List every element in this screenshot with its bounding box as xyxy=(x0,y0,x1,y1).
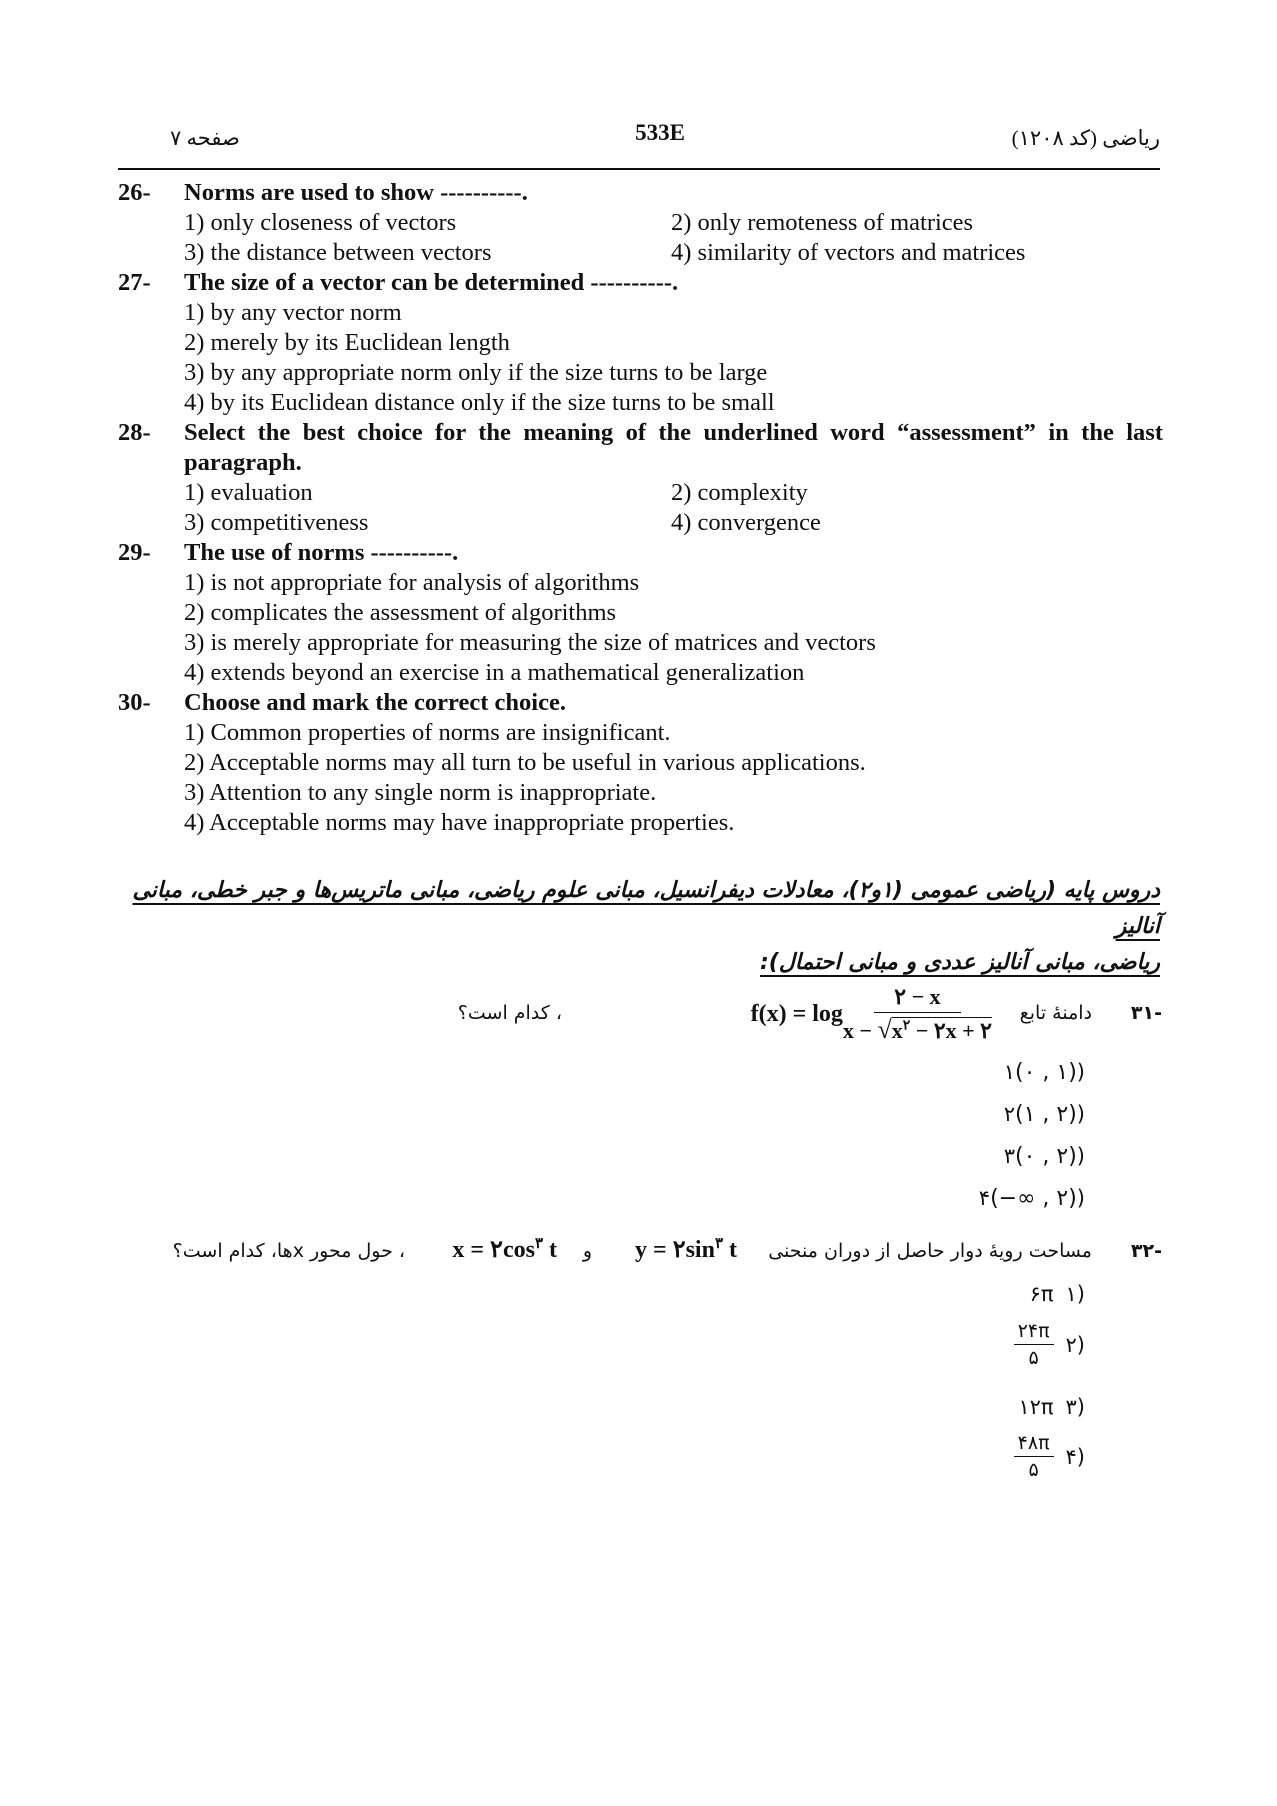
option-3[interactable]: 3) by any appropriate norm only if the size turns to be large xyxy=(184,359,768,386)
english-questions xyxy=(118,178,1163,838)
fraction-denominator xyxy=(843,1013,992,1045)
option-value: (۱ , ۲) xyxy=(1015,1102,1077,1127)
question-30 xyxy=(118,688,1163,838)
option-value: (−∞ , ۲) xyxy=(990,1186,1077,1211)
option-label: (۴ xyxy=(978,1186,1085,1210)
question-number: 29- xyxy=(118,539,151,566)
curve-y-expression xyxy=(635,1234,737,1264)
curve-x-power: ۳ xyxy=(534,1236,543,1252)
question-31 xyxy=(162,984,1162,1050)
option-row xyxy=(184,508,1163,538)
exam-code: 533E xyxy=(635,120,685,145)
curve-x-expression xyxy=(452,1234,557,1264)
option-4[interactable]: 4) by its Euclidean distance only if the size turns to be small xyxy=(184,389,775,416)
option-label: (۱ xyxy=(1065,1282,1085,1306)
question-text-after: ، حول محور xها، کدام است؟ xyxy=(172,1240,405,1262)
fraction-numerator: ۲۴π xyxy=(1014,1320,1054,1345)
option-value: (۰ , ۱) xyxy=(1015,1060,1077,1085)
question-stem: The use of norms ----------. xyxy=(184,539,459,566)
option-3[interactable]: 3) Attention to any single norm is inappropriate. xyxy=(184,779,657,806)
question-29 xyxy=(118,538,1163,688)
option-list xyxy=(184,568,1163,688)
option-row xyxy=(184,478,1163,508)
q32-option-3[interactable] xyxy=(1018,1395,1085,1419)
question-stem: Select the best choice for the meaning of the underlined word “assessment” in the last paragraph. xyxy=(184,419,1163,476)
question-27 xyxy=(118,268,1163,418)
q31-option-4[interactable] xyxy=(967,1186,1085,1211)
option-1[interactable]: 1) only closeness of vectors xyxy=(184,209,457,236)
page-header xyxy=(160,118,1160,158)
option-3[interactable]: 3) is merely appropriate for measuring the size of matrices and vectors xyxy=(184,629,876,656)
question-text-before: مساحت رویهٔ دوار حاصل از دوران منحنی xyxy=(768,1240,1092,1262)
option-value: (۰ , ۲) xyxy=(1015,1144,1077,1169)
option-1[interactable]: 1) by any vector norm xyxy=(184,299,402,326)
curve-x-var: t xyxy=(543,1237,557,1263)
fraction-numerator: ۲ − x xyxy=(874,984,960,1013)
radicand-power: ۲ xyxy=(902,1018,911,1034)
option-2[interactable]: 2) merely by its Euclidean length xyxy=(184,329,510,356)
q31-option-1[interactable] xyxy=(992,1060,1085,1085)
option-list xyxy=(184,718,1163,838)
option-2[interactable]: 2) complexity xyxy=(671,479,808,506)
function-expression xyxy=(751,984,992,1045)
section-title xyxy=(115,873,1160,981)
question-text-after: ، کدام است؟ xyxy=(457,1002,562,1024)
header-divider xyxy=(118,168,1160,170)
option-label: (۳ xyxy=(1065,1395,1085,1419)
fraction-denominator: ۵ xyxy=(1028,1459,1039,1481)
option-label: (۲ xyxy=(1065,1332,1085,1357)
option-list xyxy=(184,208,1163,268)
radicand-x: x xyxy=(891,1018,903,1043)
option-label: (۱ xyxy=(1003,1060,1085,1084)
option-1[interactable]: 1) evaluation xyxy=(184,479,313,506)
page-number: صفحه ۷ xyxy=(170,126,240,150)
q32-option-4[interactable] xyxy=(1014,1432,1085,1481)
question-number: 26- xyxy=(118,179,151,206)
fraction-denominator: ۵ xyxy=(1028,1347,1039,1369)
question-stem: Choose and mark the correct choice. xyxy=(184,689,566,716)
question-number: -۳۱ xyxy=(1130,1002,1162,1024)
option-4[interactable]: 4) Acceptable norms may have inappropriate properties. xyxy=(184,809,735,836)
q31-option-2[interactable] xyxy=(992,1102,1085,1127)
option-label: (۲ xyxy=(1003,1102,1085,1126)
question-26 xyxy=(118,178,1163,268)
question-32 xyxy=(142,1232,1162,1272)
question-28 xyxy=(118,418,1163,538)
option-row xyxy=(184,238,1163,268)
option-2[interactable]: 2) complicates the assessment of algorithms xyxy=(184,599,617,626)
fraction-numerator: ۴۸π xyxy=(1014,1432,1054,1457)
subject-title: ریاضی (کد ۱۲۰۸) xyxy=(1011,126,1160,150)
option-list xyxy=(184,298,1163,418)
option-2[interactable]: 2) only remoteness of matrices xyxy=(671,209,974,236)
curve-x: x = ۲cos xyxy=(452,1237,535,1263)
option-value: ۱۲π xyxy=(1018,1395,1054,1419)
question-number: 30- xyxy=(118,689,151,716)
curve-y: y = ۲sin xyxy=(635,1237,715,1263)
question-number: 27- xyxy=(118,269,151,296)
option-row xyxy=(184,208,1163,238)
option-fraction xyxy=(1014,1320,1054,1369)
option-value: ۶π xyxy=(1029,1282,1054,1306)
q32-option-2[interactable] xyxy=(1014,1320,1085,1369)
option-label: (۴ xyxy=(1065,1444,1085,1469)
sqrt-radicand xyxy=(892,1017,992,1043)
q31-option-3[interactable] xyxy=(992,1144,1085,1169)
option-4[interactable]: 4) convergence xyxy=(671,509,821,536)
option-2[interactable]: 2) Acceptable norms may all turn to be useful in various applications. xyxy=(184,749,866,776)
denominator-part-b: − ۲x + ۲ xyxy=(910,1018,992,1043)
function-lhs: f(x) = log xyxy=(750,1001,843,1027)
option-3[interactable]: 3) competitiveness xyxy=(184,509,369,536)
question-number: -۳۲ xyxy=(1130,1240,1162,1262)
option-4[interactable]: 4) similarity of vectors and matrices xyxy=(671,239,1026,266)
question-number: 28- xyxy=(118,419,151,446)
curve-y-var: t xyxy=(723,1237,737,1263)
and-word: و xyxy=(582,1240,592,1262)
question-text-before: دامنهٔ تابع xyxy=(1019,1002,1092,1024)
option-list xyxy=(184,478,1163,538)
option-4[interactable]: 4) extends beyond an exercise in a mathematical generalization xyxy=(184,659,805,686)
option-fraction xyxy=(1014,1432,1054,1481)
section-title-line-1: دروس پایه (ریاضی عمومی (۱و۲)، معادلات دیفرانسیل، مبانی علوم ریاضی، مبانی ماتریس‌ها و جبر خطی، مبانی آنالیز xyxy=(132,878,1160,939)
sqrt-symbol: √ xyxy=(877,1015,892,1044)
denominator-part-a: x − xyxy=(842,1018,878,1043)
section-title-line-2: ریاضی، مبانی آنالیز عددی و مبانی احتمال): xyxy=(759,950,1160,975)
function-fraction xyxy=(843,984,992,1045)
question-stem: The size of a vector can be determined ----------. xyxy=(184,269,679,296)
option-1[interactable]: 1) is not appropriate for analysis of algorithms xyxy=(184,569,640,596)
option-1[interactable]: 1) Common properties of norms are insignificant. xyxy=(184,719,671,746)
q32-option-1[interactable] xyxy=(1030,1282,1085,1306)
question-stem: Norms are used to show ----------. xyxy=(184,179,528,206)
option-label: (۳ xyxy=(1003,1144,1085,1168)
option-3[interactable]: 3) the distance between vectors xyxy=(184,239,492,266)
curve-y-power: ۳ xyxy=(714,1236,723,1252)
